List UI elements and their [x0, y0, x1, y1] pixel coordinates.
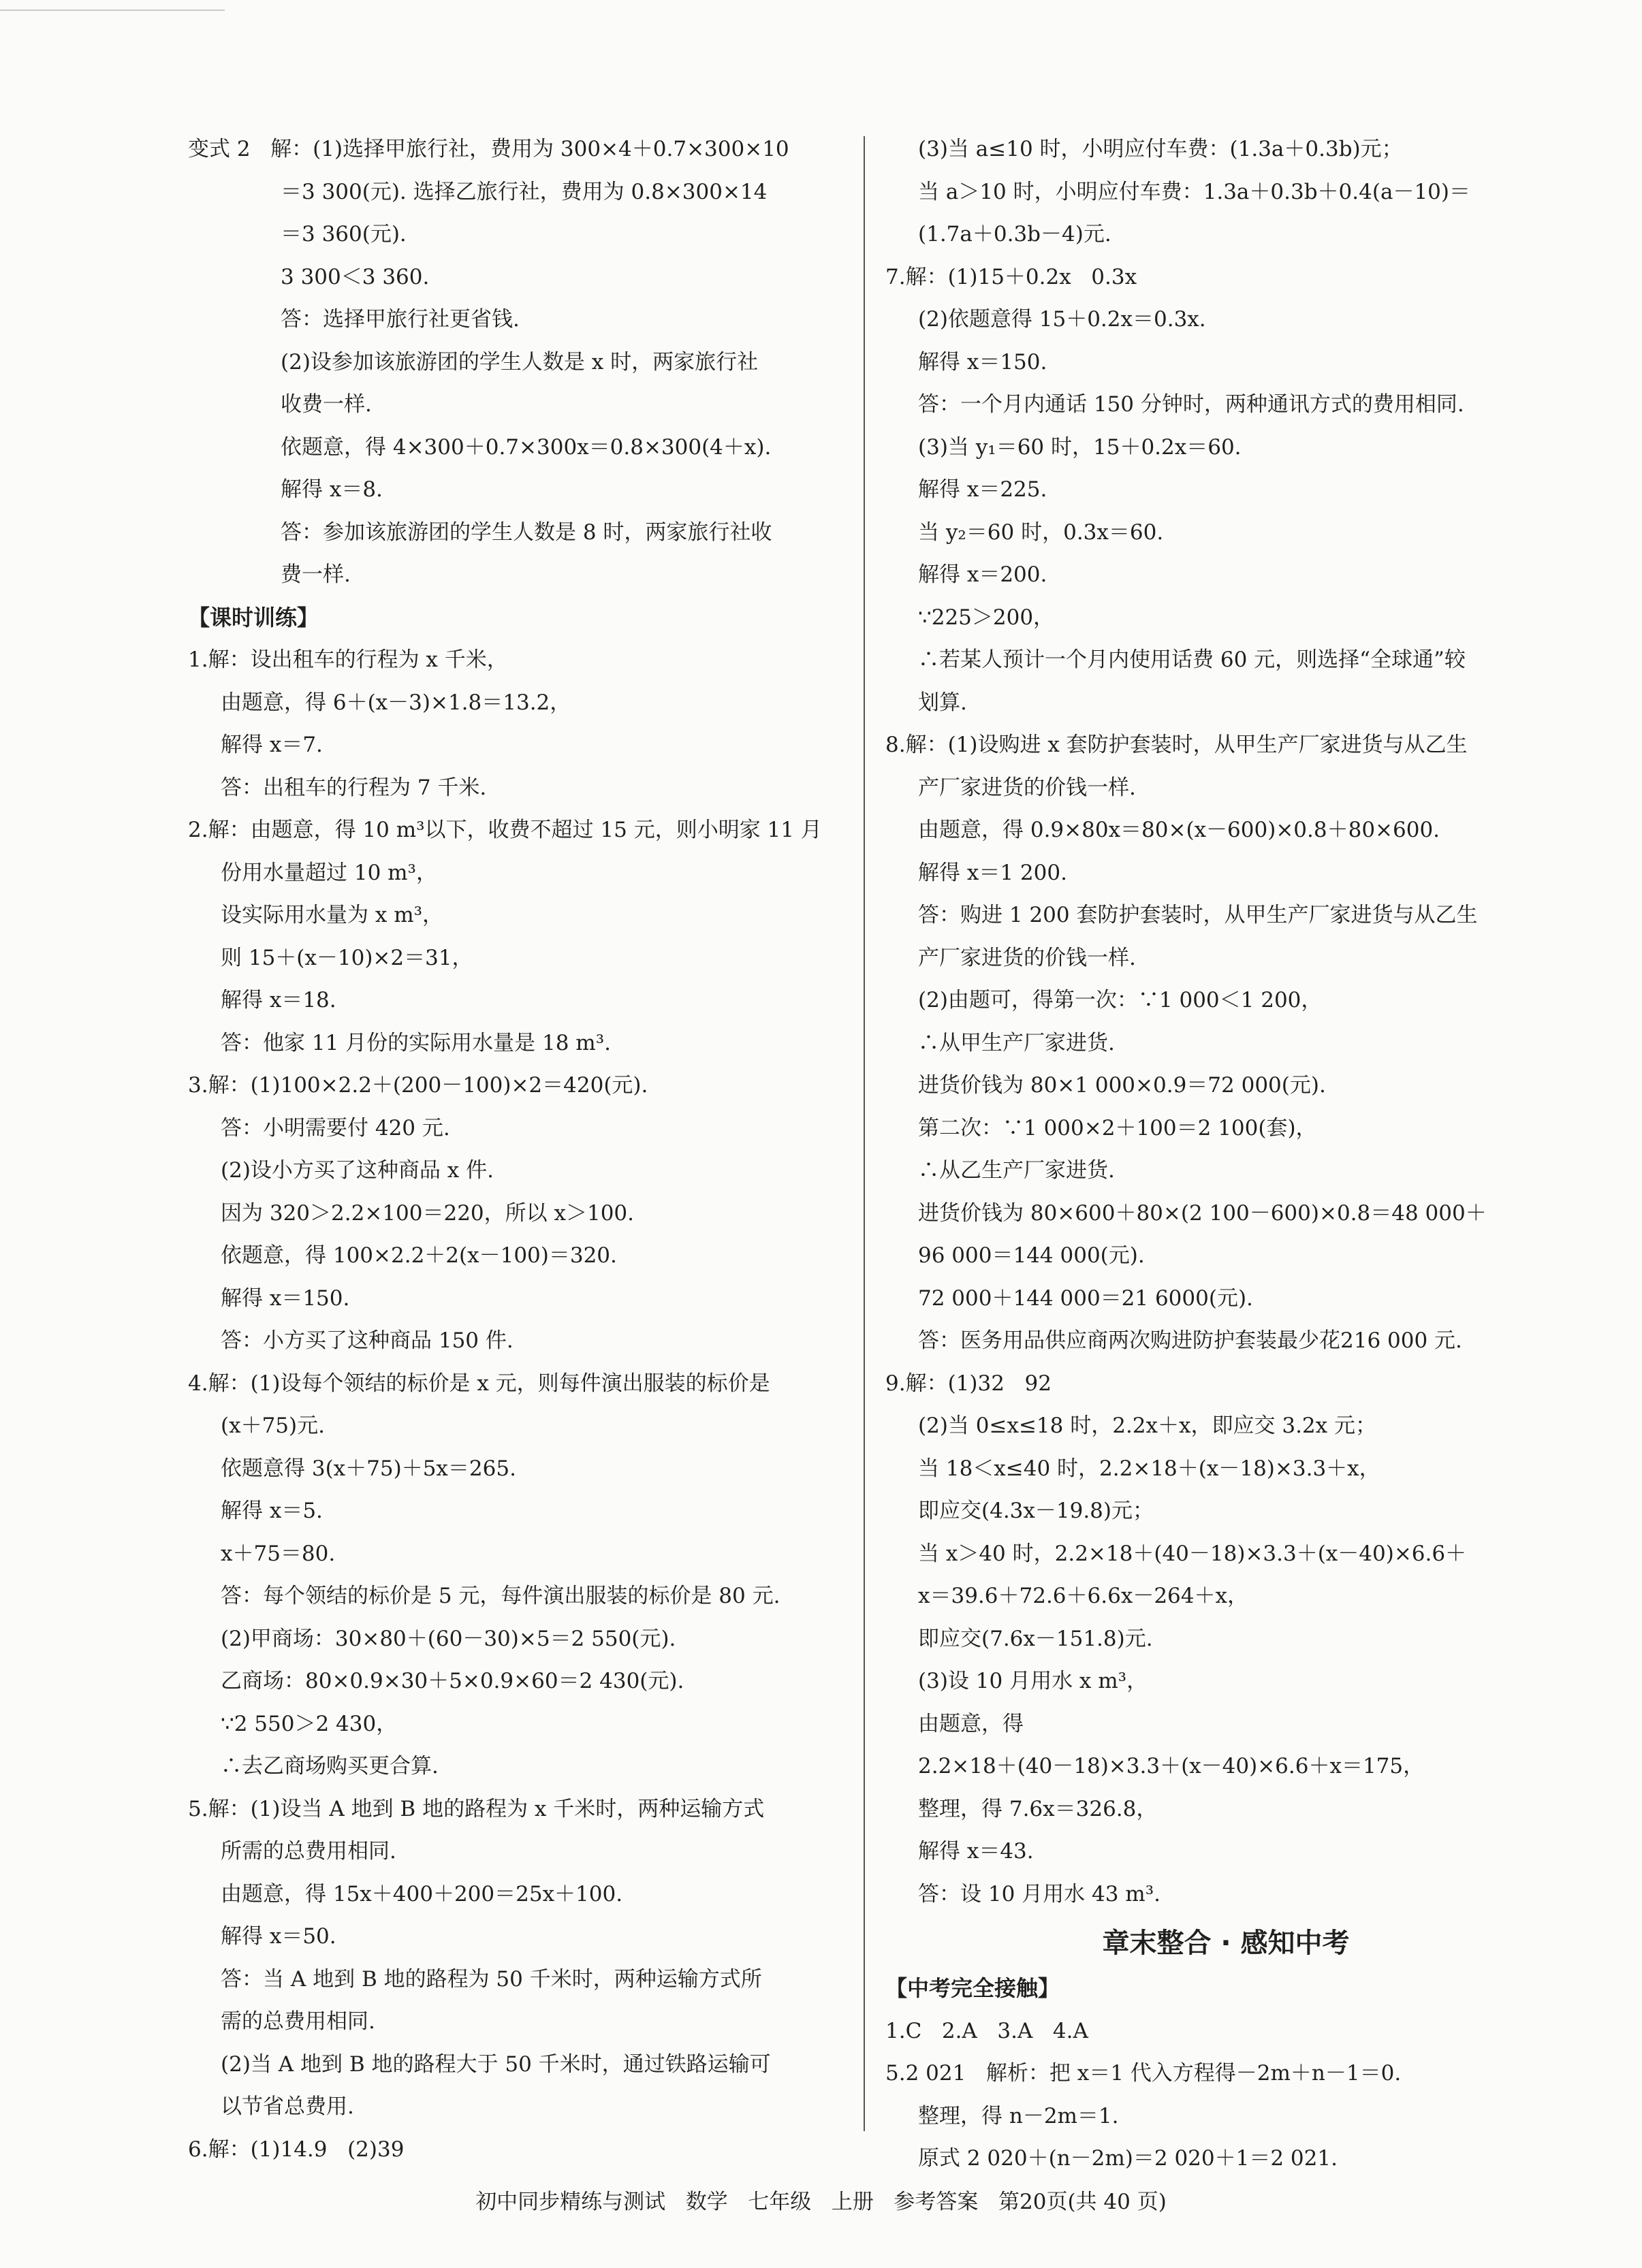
answer-line: ∵225＞200， [918, 605, 1055, 630]
answer-line: 答：每个领结的标价是 5 元，每件演出服装的标价是 80 元. [221, 1584, 780, 1608]
answer-line: 即应交(4.3x－19.8)元； [918, 1499, 1154, 1523]
answer-line: 解得 x＝8. [281, 477, 383, 502]
answer-line: 8.解：(1)设购进 x 套防护套装时，从甲生产厂家进货与从乙生 [885, 733, 1468, 757]
answer-line: (2)当 A 地到 B 地的路程大于 50 千米时，通过铁路运输可 [221, 2051, 771, 2077]
answer-line: (2)设小方买了这种商品 x 件. [221, 1158, 494, 1183]
answer-line: 变式 2 解：(1)选择甲旅行社，费用为 300×4＋0.7×300×10 [188, 137, 789, 161]
answer-line: 即应交(7.6x－151.8)元. [918, 1626, 1153, 1651]
answer-line: 解得 x＝43. [918, 1839, 1034, 1864]
answer-line: 3.解：(1)100×2.2＋(200－100)×2＝420(元). [188, 1073, 648, 1098]
answer-line: 当 x＞40 时，2.2×18＋(40－18)×3.3＋(x－40)×6.6＋ [918, 1541, 1467, 1566]
answer-line: 第二次：∵1 000×2＋100＝2 100(套)， [918, 1115, 1317, 1140]
answer-line: (3)设 10 月用水 x m³， [918, 1669, 1148, 1693]
answer-line: 费一样. [281, 562, 351, 587]
answer-line: 当 18＜x≤40 时，2.2×18＋(x－18)×3.3＋x， [918, 1456, 1380, 1481]
answer-line: 答：一个月内通话 150 分钟时，两种通讯方式的费用相同. [918, 392, 1464, 417]
answer-line: x＋75＝80. [221, 1541, 336, 1566]
answer-line: 需的总费用相同. [221, 2009, 375, 2034]
answer-line: ∴去乙商场购买更合算. [221, 1754, 439, 1778]
answer-line: 答：购进 1 200 套防护套装时，从甲生产厂家进货与从乙生 [918, 903, 1478, 927]
answer-line: 划算. [918, 690, 967, 715]
answer-line: 设实际用水量为 x m³， [221, 903, 444, 927]
answer-line: (2)由题可，得第一次：∵1 000＜1 200， [918, 988, 1323, 1012]
answer-line: ∵2 550＞2 430， [221, 1711, 398, 1736]
answer-line: 进货价钱为 80×1 000×0.9＝72 000(元). [918, 1073, 1326, 1098]
answer-line: 解得 x＝150. [221, 1285, 350, 1311]
answer-line: 1.C 2.A 3.A 4.A [885, 2018, 1088, 2043]
answer-line: 7.解：(1)15＋0.2x 0.3x [885, 264, 1137, 289]
answer-line: 1.解：设出租车的行程为 x 千米， [188, 648, 508, 672]
answer-line: 解得 x＝150. [918, 349, 1047, 374]
scan-edge-line [0, 10, 225, 11]
answer-line: 答：当 A 地到 B 地的路程为 50 千米时，两种运输方式所 [221, 1966, 762, 1992]
answer-line: 依题意，得 100×2.2＋2(x－100)＝320. [221, 1243, 617, 1268]
answer-line: 解得 x＝1 200. [918, 860, 1067, 885]
section-heading: 【课时训练】 [188, 604, 319, 630]
answer-line: ∴从甲生产厂家进货. [918, 1030, 1115, 1055]
answer-line: ∴从乙生产厂家进货. [918, 1158, 1115, 1183]
answer-line: 产厂家进货的价钱一样. [918, 775, 1136, 800]
chapter-heading: 章末整合 · 感知中考 [1102, 1928, 1350, 1959]
answer-line: 6.解：(1)14.9 (2)39 [188, 2137, 405, 2162]
answer-line: (2)当 0≤x≤18 时，2.2x＋x，即应交 3.2x 元； [918, 1413, 1376, 1438]
column-divider [864, 136, 865, 2131]
answer-line: 解得 x＝7. [221, 733, 323, 757]
answer-line: 收费一样. [281, 392, 372, 417]
answer-line: 4.解：(1)设每个领结的标价是 x 元，则每件演出服装的标价是 [188, 1371, 770, 1396]
answer-line: 整理，得 n－2m＝1. [918, 2103, 1119, 2128]
answer-line: 3 300＜3 360. [281, 264, 430, 289]
answer-line: ＝3 360(元). [281, 222, 407, 246]
left-column [188, 128, 842, 2171]
answer-line: 进货价钱为 80×600＋80×(2 100－600)×0.8＝48 000＋ [918, 1200, 1487, 1226]
answer-line: 5.2 021 解析：把 x＝1 代入方程得－2m＋n－1＝0. [885, 2061, 1402, 2086]
answer-line: 96 000＝144 000(元). [918, 1243, 1145, 1268]
answer-line: 72 000＋144 000＝21 6000(元). [918, 1285, 1253, 1311]
answer-line: 因为 320＞2.2×100＝220，所以 x＞100. [221, 1200, 634, 1226]
answer-line: (x＋75)元. [221, 1413, 325, 1438]
answer-line: 答：他家 11 月份的实际用水量是 18 m³. [221, 1030, 611, 1055]
answer-line: 5.解：(1)设当 A 地到 B 地的路程为 x 千米时，两种运输方式 [188, 1796, 765, 1821]
answer-line: 解得 x＝50. [221, 1924, 336, 1949]
answer-line: 9.解：(1)32 92 [885, 1371, 1052, 1396]
answer-line: 由题意，得 6＋(x－3)×1.8＝13.2， [221, 690, 571, 715]
answer-line: 解得 x＝18. [221, 988, 336, 1012]
answer-line: ∴若某人预计一个月内使用话费 60 元，则选择“全球通”较 [918, 648, 1466, 672]
answer-line: (2)依题意得 15＋0.2x＝0.3x. [918, 307, 1206, 332]
answer-line: 原式 2 020＋(n－2m)＝2 020＋1＝2 021. [918, 2146, 1338, 2171]
answer-line: ＝3 300(元). 选择乙旅行社，费用为 0.8×300×14 [281, 179, 768, 204]
answer-line: 由题意，得 0.9×80x＝80×(x－600)×0.8＋80×600. [918, 818, 1440, 842]
answer-line: 答：小明需要付 420 元. [221, 1115, 450, 1140]
right-column [885, 128, 1539, 2180]
answer-line: 答：医务用品供应商两次购进防护套装最少花216 000 元. [918, 1328, 1462, 1353]
answer-line: 解得 x＝200. [918, 562, 1047, 587]
answer-line: 份用水量超过 10 m³， [221, 860, 437, 885]
answer-line: 答：出租车的行程为 7 千米. [221, 775, 487, 800]
answer-line: 所需的总费用相同. [221, 1839, 396, 1864]
answer-line: 依题意，得 4×300＋0.7×300x＝0.8×300(4＋x). [281, 434, 772, 460]
page-footer: 初中同步精练与测试 数学 七年级 上册 参考答案 第20页(共 40 页) [475, 2190, 1167, 2214]
answer-line: (2)甲商场：30×80＋(60－30)×5＝2 550(元). [221, 1626, 676, 1651]
answer-line: (3)当 y₁＝60 时，15＋0.2x＝60. [918, 434, 1242, 460]
answer-line: x＝39.6＋72.6＋6.6x－264＋x， [918, 1584, 1248, 1608]
answer-line: 当 a＞10 时，小明应付车费：1.3a＋0.3b＋0.4(a－10)＝ [918, 179, 1470, 204]
answer-line: 整理，得 7.6x＝326.8， [918, 1796, 1158, 1821]
answer-line: 产厂家进货的价钱一样. [918, 945, 1136, 970]
answer-line: 答：小方买了这种商品 150 件. [221, 1328, 514, 1353]
answer-line: 则 15＋(x－10)×2＝31， [221, 945, 473, 970]
answer-line: 由题意，得 [918, 1711, 1024, 1736]
answer-line: 依题意得 3(x＋75)＋5x＝265. [221, 1456, 516, 1481]
answer-line: 答：参加该旅游团的学生人数是 8 时，两家旅行社收 [281, 520, 772, 545]
answer-line: 2.2×18＋(40－18)×3.3＋(x－40)×6.6＋x＝175， [918, 1754, 1425, 1778]
answer-line: 答：选择甲旅行社更省钱. [281, 307, 520, 332]
section-heading: 【中考完全接触】 [885, 1975, 1060, 2001]
answer-line: 解得 x＝5. [221, 1499, 323, 1523]
answer-line: 当 y₂＝60 时，0.3x＝60. [918, 520, 1164, 545]
answer-line: 乙商场：80×0.9×30＋5×0.9×60＝2 430(元). [221, 1669, 684, 1693]
answer-line: (2)设参加该旅游团的学生人数是 x 时，两家旅行社 [281, 349, 759, 374]
answer-line: 解得 x＝225. [918, 477, 1047, 502]
answer-line: 以节省总费用. [221, 2094, 354, 2119]
answer-line: 2.解：由题意，得 10 m³以下，收费不超过 15 元，则小明家 11 月 [188, 818, 822, 842]
answer-line: (3)当 a≤10 时，小明应付车费：(1.3a＋0.3b)元； [918, 137, 1403, 161]
answer-line: 由题意，得 15x＋400＋200＝25x＋100. [221, 1881, 623, 1906]
answer-line: 答：设 10 月用水 43 m³. [918, 1881, 1161, 1906]
answer-line: (1.7a＋0.3b－4)元. [918, 222, 1111, 246]
